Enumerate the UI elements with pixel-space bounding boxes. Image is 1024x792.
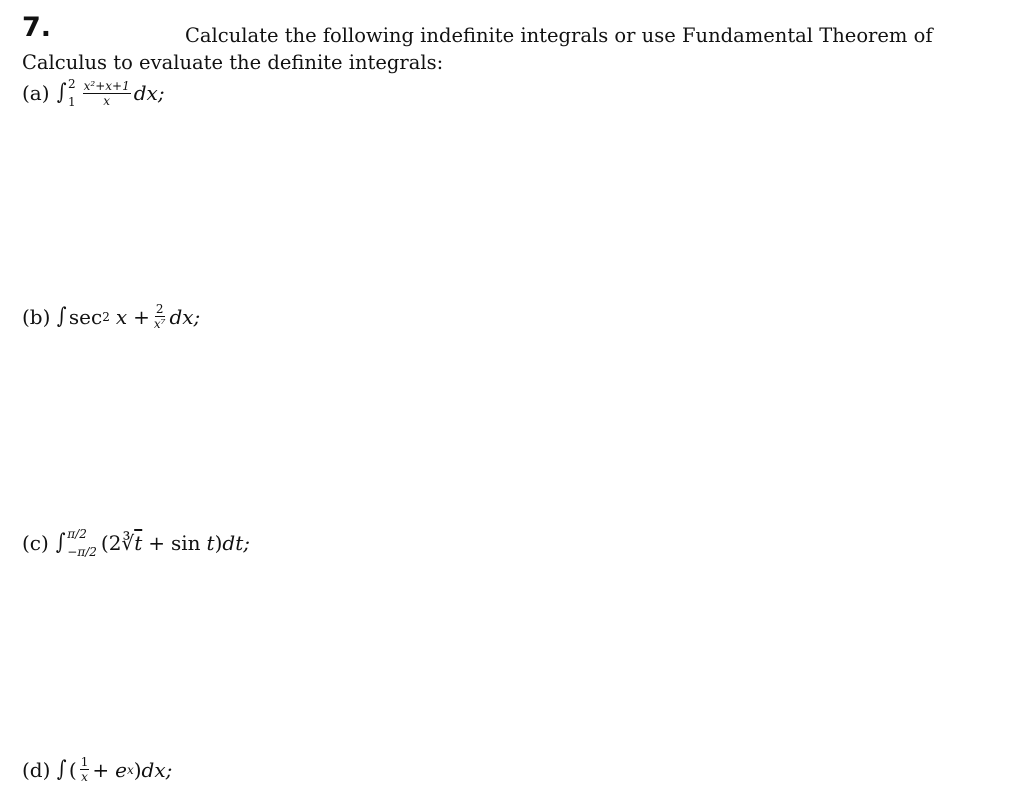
fraction <box>80 756 90 783</box>
sec-variable: x <box>115 304 128 329</box>
part-c-label: (c) <box>22 531 49 555</box>
plus-sign: + <box>92 757 110 782</box>
fraction-numerator: x²+x+1 <box>83 78 130 93</box>
differential: dx; <box>133 81 165 105</box>
open-paren: (2 <box>100 531 122 555</box>
exp-base: e <box>115 757 127 782</box>
integral-sign: ∫ <box>57 303 68 329</box>
integral-limits <box>67 528 97 558</box>
sec-exponent: 2 <box>102 309 110 324</box>
open-paren: ( <box>68 757 77 782</box>
fraction-numerator: 2 <box>155 302 164 316</box>
part-d-label: (d) <box>22 757 51 782</box>
part-b-label: (b) <box>22 304 51 329</box>
part-b <box>22 303 200 330</box>
integral-sign: ∫ <box>57 756 68 782</box>
lower-limit: −π/2 <box>67 545 97 559</box>
upper-limit: 2 <box>68 77 76 91</box>
plus-sign: + <box>148 531 165 555</box>
lower-limit: 1 <box>68 95 76 109</box>
close-paren: ) <box>133 757 142 782</box>
sin-function: sin <box>171 531 201 555</box>
differential: dx; <box>169 304 201 329</box>
fraction <box>153 303 167 330</box>
plus-sign: + <box>133 304 150 329</box>
sec-function: sec <box>68 304 103 329</box>
differential: dt; <box>222 531 250 555</box>
integral-sign: ∫ <box>55 530 66 555</box>
problem-instructions: Calculate the following indefinite integrals or use Fundamental Theorem of Calculus to evaluate the definite integrals: <box>22 24 933 74</box>
sin-variable: t <box>206 531 215 555</box>
integral-sign: ∫ <box>56 80 67 105</box>
fraction-denominator: x <box>103 93 111 108</box>
fraction-numerator: 1 <box>80 755 89 769</box>
fraction-denominator: x <box>81 770 88 784</box>
close-paren: ) <box>214 531 223 555</box>
exp-power: x <box>126 762 134 777</box>
upper-limit: π/2 <box>67 527 87 541</box>
fraction <box>83 80 131 107</box>
root-variable: $\overline{t}$ <box>134 531 143 555</box>
cube-root-sign: ∛ <box>121 531 135 555</box>
fraction-denominator: x⁷ <box>153 317 166 331</box>
integral-limits <box>68 78 76 108</box>
part-a <box>22 78 165 108</box>
part-d <box>22 756 172 783</box>
part-c <box>22 528 250 558</box>
differential: dx; <box>141 757 173 782</box>
problem-number: 7. <box>22 12 52 43</box>
part-a-label: (a) <box>22 81 50 105</box>
